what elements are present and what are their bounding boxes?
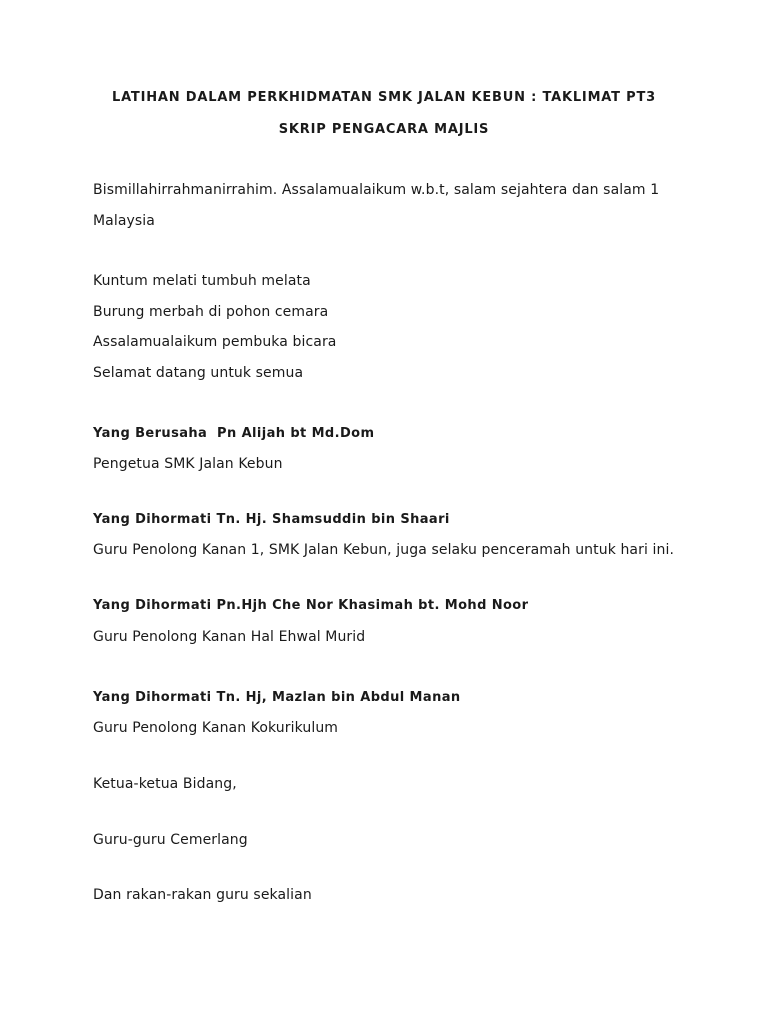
closing-line-3: Dan rakan-rakan guru sekalian [93, 887, 312, 903]
dignitary-role-2: Guru Penolong Kanan 1, SMK Jalan Kebun, juga selaku penceramah untuk hari ini. [93, 542, 675, 558]
dignitary-role-1: Pengetua SMK Jalan Kebun [93, 456, 283, 472]
pantun-line-3: Assalamualaikum pembuka bicara [93, 334, 337, 350]
document-title: LATIHAN DALAM PERKHIDMATAN SMK JALAN KEBUN : TAKLIMAT PT3 [112, 90, 656, 105]
closing-line-1: Ketua-ketua Bidang, [93, 776, 237, 792]
greeting-line-1: Bismillahirrahmanirrahim. Assalamualaikum w.b.t, salam sejahtera dan salam 1 [93, 182, 660, 198]
dignitary-name-1: Yang Berusaha Pn Alijah bt Md.Dom [93, 426, 375, 441]
dignitary-role-4: Guru Penolong Kanan Kokurikulum [93, 720, 339, 736]
pantun-line-4: Selamat datang untuk semua [93, 365, 304, 381]
dignitary-name-3: Yang Dihormati Pn.Hjh Che Nor Khasimah bt. Mohd Noor [93, 598, 529, 613]
greeting-line-2: Malaysia [93, 213, 155, 229]
dignitary-role-3: Guru Penolong Kanan Hal Ehwal Murid [93, 629, 366, 645]
document-subtitle: SKRIP PENGACARA MAJLIS [278, 122, 490, 137]
pantun-line-2: Burung merbah di pohon cemara [93, 304, 329, 320]
pantun-line-1: Kuntum melati tumbuh melata [93, 273, 311, 289]
closing-line-2: Guru-guru Cemerlang [93, 832, 248, 848]
dignitary-name-4: Yang Dihormati Tn. Hj, Mazlan bin Abdul Manan [93, 690, 461, 705]
dignitary-name-2: Yang Dihormati Tn. Hj. Shamsuddin bin Shaari [93, 512, 450, 527]
